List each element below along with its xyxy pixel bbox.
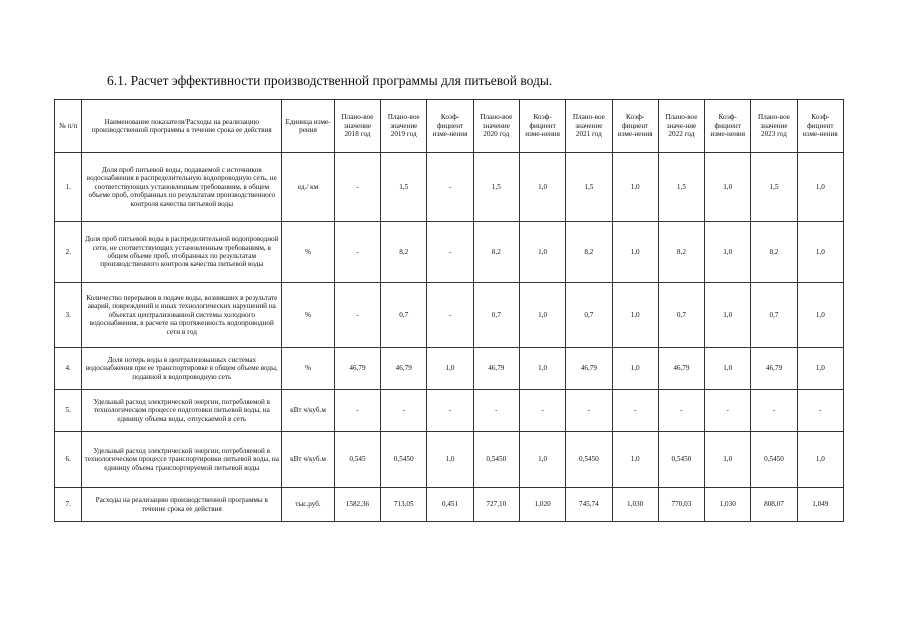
table-row (55, 283, 844, 348)
value-cell: 46,79 (658, 348, 704, 390)
value-cell: - (334, 222, 380, 283)
header-cell: Плано-вое значение 2018 год (334, 100, 380, 153)
row-number-cell: 4. (55, 348, 82, 390)
value-cell: 1,030 (612, 488, 658, 522)
value-cell: 0,5450 (381, 432, 427, 488)
value-cell: 0,5450 (658, 432, 704, 488)
value-cell: - (427, 222, 473, 283)
value-cell: 1,020 (519, 488, 565, 522)
value-cell: 0,451 (427, 488, 473, 522)
value-cell: 0,5450 (751, 432, 797, 488)
value-cell: - (566, 390, 612, 432)
value-cell: 1,0 (612, 432, 658, 488)
value-cell: 1,0 (519, 283, 565, 348)
table-row (55, 153, 844, 222)
value-cell: 1,049 (797, 488, 843, 522)
unit-cell: тыс.руб. (282, 488, 335, 522)
row-number-cell: 2. (55, 222, 82, 283)
value-cell: 8,2 (751, 222, 797, 283)
indicator-name-cell: Количество перерывов в подаче воды, возникших в результате аварий, повреждений и иных технологических нарушений на объектах централизованной системы холодного водоснабжения, в расчете на протяженность водопроводной сети в год (82, 283, 282, 348)
value-cell: - (473, 390, 519, 432)
unit-cell: % (282, 348, 335, 390)
value-cell: 0,7 (381, 283, 427, 348)
header-cell: Коэф-фициент изме-нения (427, 100, 473, 153)
table-row (55, 348, 844, 390)
value-cell: 1,0 (797, 348, 843, 390)
header-cell: Коэф-фициент изме-нения (705, 100, 751, 153)
value-cell: 1,5 (658, 153, 704, 222)
header-cell: Плано-вое значе-ние 2022 год (658, 100, 704, 153)
value-cell: 1,0 (705, 348, 751, 390)
value-cell: - (334, 390, 380, 432)
value-cell: 1,0 (427, 348, 473, 390)
value-cell: 745,74 (566, 488, 612, 522)
value-cell: 46,79 (566, 348, 612, 390)
header-cell: Плано-вое значение 2020 год (473, 100, 519, 153)
document-title: 6.1. Расчет эффективности производственной программы для питьевой воды. (107, 73, 553, 88)
indicator-name-cell: Удельный расход электрической энергии, потребляемой в технологическом процессе подготовки питьевой воды, на единицу объема воды, отпускаемой в сеть (82, 390, 282, 432)
value-cell: 1,0 (519, 432, 565, 488)
value-cell: 46,79 (381, 348, 427, 390)
value-cell: 8,2 (381, 222, 427, 283)
value-cell: 8,2 (658, 222, 704, 283)
unit-cell: кВт ч/куб.м (282, 432, 335, 488)
value-cell: 770,03 (658, 488, 704, 522)
row-number-cell: 3. (55, 283, 82, 348)
value-cell: 1,0 (705, 153, 751, 222)
indicator-name-cell: Доля проб питьевой воды в распределительной водопроводной сети, не соответствующих установленным требованиям, в общем объеме проб, отобранных по результатам производственного контроля качества питьевой воды (82, 222, 282, 283)
header-cell: № п/п (55, 100, 82, 153)
table-row (55, 222, 844, 283)
row-number-cell: 1. (55, 153, 82, 222)
value-cell: - (705, 390, 751, 432)
value-cell: 1,0 (797, 222, 843, 283)
value-cell: 46,79 (751, 348, 797, 390)
value-cell: 1,0 (797, 153, 843, 222)
value-cell: - (427, 283, 473, 348)
value-cell: - (427, 390, 473, 432)
value-cell: 0,5450 (566, 432, 612, 488)
indicator-name-cell: Удельный расход электрической энергии, потребляемой в технологическом процессе транспортировки питьевой воды, на единицу объема транспортируемой питьевой воды (82, 432, 282, 488)
value-cell: - (381, 390, 427, 432)
value-cell: 46,79 (473, 348, 519, 390)
value-cell: - (519, 390, 565, 432)
value-cell: 1,5 (473, 153, 519, 222)
value-cell: 0,7 (658, 283, 704, 348)
value-cell: 1,0 (705, 222, 751, 283)
indicator-name-cell: Расходы на реализацию производственной программы в течение срока ее действия (82, 488, 282, 522)
value-cell: 46,79 (334, 348, 380, 390)
header-cell: Наименование показателя/Расходы на реализацию производственной программы в течение срока ее действия (82, 100, 282, 153)
unit-cell: кВт ч/куб.м (282, 390, 335, 432)
header-cell: Плано-вое значение 2023 год (751, 100, 797, 153)
value-cell: 1582,36 (334, 488, 380, 522)
header-cell: Коэф-фициент изме-нения (612, 100, 658, 153)
unit-cell: % (282, 222, 335, 283)
value-cell: - (612, 390, 658, 432)
row-number-cell: 7. (55, 488, 82, 522)
header-cell: Плано-вое значение 2021 год (566, 100, 612, 153)
value-cell: 1,0 (797, 283, 843, 348)
value-cell: 1,0 (705, 432, 751, 488)
table-row (55, 488, 844, 522)
unit-cell: % (282, 283, 335, 348)
value-cell: 8,2 (566, 222, 612, 283)
value-cell: - (334, 283, 380, 348)
row-number-cell: 5. (55, 390, 82, 432)
value-cell: 1,5 (751, 153, 797, 222)
value-cell: 1,0 (612, 283, 658, 348)
table-row (55, 390, 844, 432)
indicator-name-cell: Доля потерь воды в централизованных системах водоснабжения при ее транспортировке в общем объеме воды, поданной в водопроводную сеть (82, 348, 282, 390)
value-cell: 1,0 (427, 432, 473, 488)
value-cell: - (334, 153, 380, 222)
value-cell: 1,0 (612, 222, 658, 283)
header-cell: Плано-вое значение 2019 год (381, 100, 427, 153)
value-cell: 0,545 (334, 432, 380, 488)
value-cell: 808,07 (751, 488, 797, 522)
value-cell: - (427, 153, 473, 222)
value-cell: 0,5450 (473, 432, 519, 488)
value-cell: 1,5 (381, 153, 427, 222)
value-cell: 0,7 (751, 283, 797, 348)
unit-cell: ед./ км (282, 153, 335, 222)
value-cell: 1,0 (519, 222, 565, 283)
value-cell: 1,030 (705, 488, 751, 522)
header-cell: Коэф-фициент изме-нения (519, 100, 565, 153)
value-cell: 1,0 (612, 153, 658, 222)
value-cell: 1,0 (705, 283, 751, 348)
indicator-name-cell: Доля проб питьевой воды, подаваемой с источников водоснабжения в распределительную водопроводную сеть, не соответствующих установленным требованиям, в общем объеме проб, отобранных по результатам производственного контроля качества питьевой воды (82, 153, 282, 222)
value-cell: 1,0 (797, 432, 843, 488)
efficiency-table (54, 99, 844, 522)
value-cell: 8,2 (473, 222, 519, 283)
row-number-cell: 6. (55, 432, 82, 488)
value-cell: 1,0 (519, 153, 565, 222)
value-cell: 1,5 (566, 153, 612, 222)
value-cell: 713,05 (381, 488, 427, 522)
value-cell: 1,0 (519, 348, 565, 390)
header-row (55, 100, 844, 153)
value-cell: 0,7 (473, 283, 519, 348)
value-cell: - (751, 390, 797, 432)
value-cell: - (797, 390, 843, 432)
value-cell: 0,7 (566, 283, 612, 348)
value-cell: - (658, 390, 704, 432)
value-cell: 1,0 (612, 348, 658, 390)
table-row (55, 432, 844, 488)
value-cell: 727,10 (473, 488, 519, 522)
header-cell: Единица изме-рения (282, 100, 335, 153)
header-cell: Коэф-фициент изме-нения (797, 100, 843, 153)
